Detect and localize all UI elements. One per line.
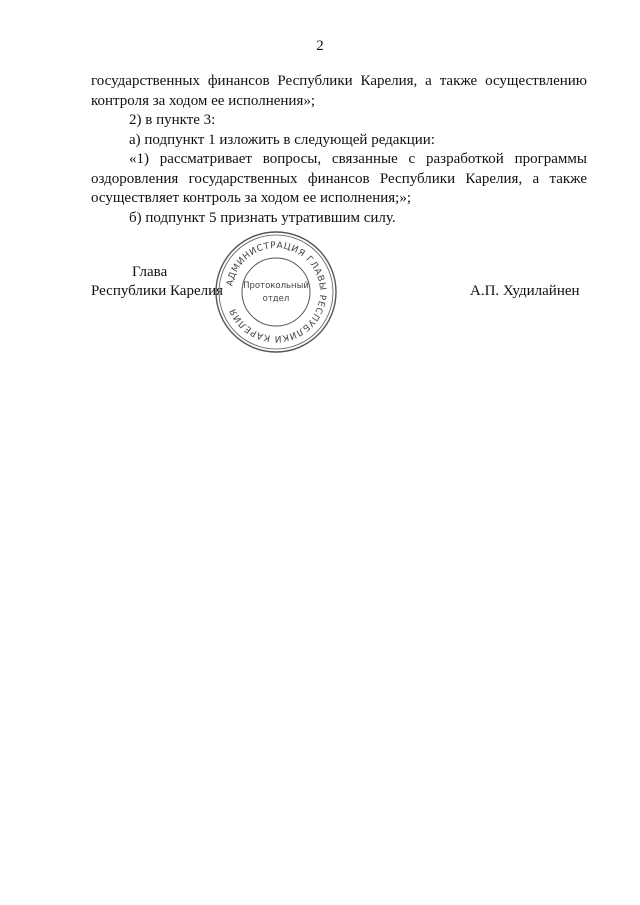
signature-name: А.П. Худилайнен (470, 283, 580, 299)
official-stamp (212, 228, 340, 356)
signature-region: Республики Карелия (91, 283, 224, 299)
paragraph-1: государственных финансов Республики Карелия, а также осуществлению контроля за ходом ее исполнения»; (91, 73, 587, 109)
paragraph-2: 2) в пункте 3: (129, 112, 216, 128)
paragraph-3: а) подпункт 1 изложить в следующей редакции: (129, 131, 435, 148)
stamp-center-line1: Протокольный (243, 281, 309, 291)
stamp-ring-text: АДМИНИСТРАЦИЯ ГЛАВЫ РЕСПУБЛИКИ КАРЕЛИЯ (225, 240, 328, 344)
body-text (91, 72, 587, 228)
page-number: 2 (316, 38, 324, 54)
paragraph-4: «1) рассматривает вопросы, связанные с разработкой программы оздоровления государственных финансов Республики Карелия, а также осуществляет контроль за ходом ее исполнения;»; (91, 151, 587, 206)
signature-title: Глава (132, 264, 168, 280)
paragraph-5: б) подпункт 5 признать утратившим силу. (129, 209, 396, 226)
stamp-center-line2: отдел (262, 294, 290, 304)
